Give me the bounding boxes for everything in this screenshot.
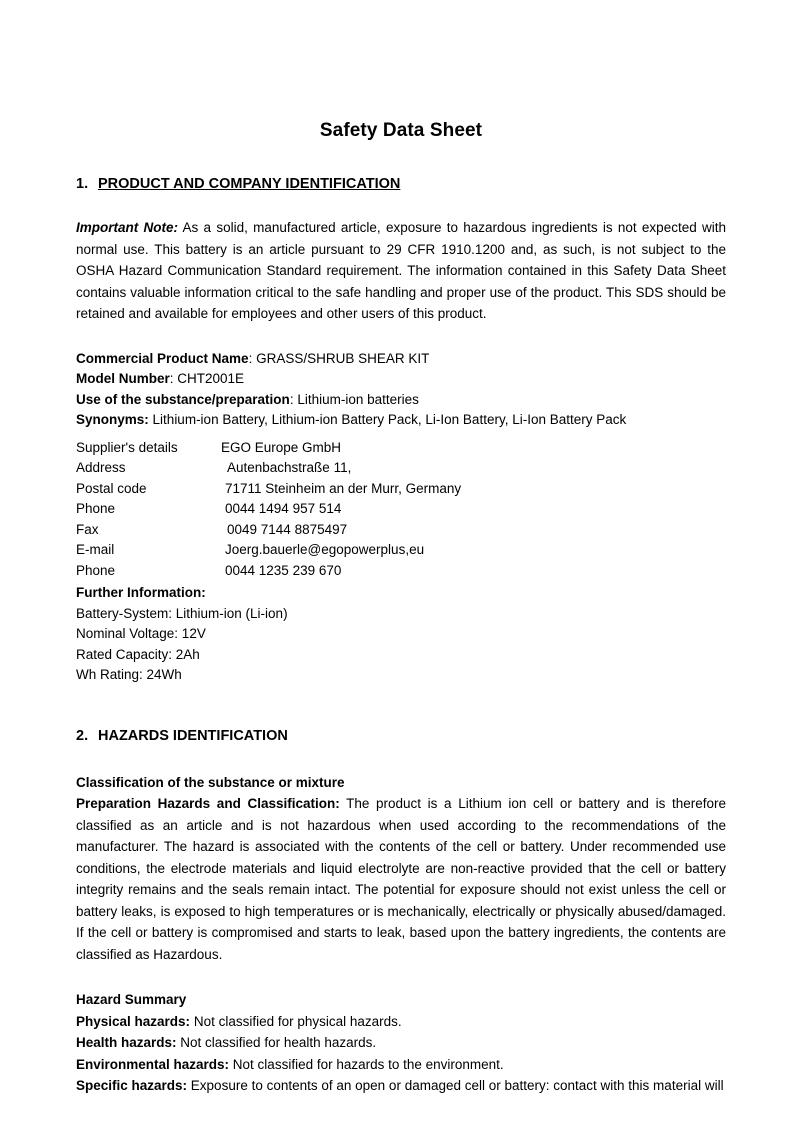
further-information-line: Nominal Voltage: 12V [76, 626, 206, 641]
supplier-label: E-mail [76, 542, 115, 557]
section-2-heading-text: HAZARDS IDENTIFICATION [98, 727, 288, 744]
hazard-item-label: Environmental hazards: [76, 1056, 230, 1072]
product-info-line [76, 369, 726, 390]
product-info-label: Synonyms: [76, 412, 149, 427]
hazard-summary-block [76, 989, 726, 1097]
section-2-heading [76, 726, 726, 746]
supplier-value: 0044 1235 239 670 [225, 562, 342, 578]
product-info-value: Lithium-ion batteries [297, 391, 419, 407]
product-info-label: Commercial Product Name [76, 350, 249, 366]
supplier-label: Postal code [76, 480, 147, 496]
table-row [76, 458, 726, 479]
page-title: Safety Data Sheet [319, 120, 483, 141]
supplier-label: Address [76, 460, 126, 475]
hazard-item-value: Exposure to contents of an open or damaged cell or battery: contact with this material will [187, 1078, 724, 1093]
preparation-hazards-label: Preparation Hazards and Classification: [76, 796, 340, 811]
supplier-label: Fax [76, 521, 99, 537]
product-info-value: CHT2001E [177, 371, 245, 386]
important-note-label: Important Note: [76, 220, 179, 235]
product-info-sep: : [248, 350, 257, 366]
supplier-value: 0044 1494 957 514 [225, 501, 342, 516]
table-row [76, 438, 726, 459]
classification-heading: Classification of the substance or mixture [76, 774, 345, 790]
hazard-item-label: Specific hazards: [76, 1078, 188, 1093]
product-info-line [76, 349, 726, 370]
further-information-line: Wh Rating: 24Wh [76, 667, 182, 682]
supplier-value: Joerg.bauerle@egopowerplus,eu [225, 542, 425, 557]
hazard-item-label: Health hazards: [76, 1035, 177, 1050]
further-information-heading: Further Information: [76, 585, 206, 600]
section-2 [76, 726, 726, 1097]
product-info-line [76, 390, 726, 411]
supplier-label: Phone [76, 501, 116, 516]
preparation-hazards-paragraph [76, 793, 726, 965]
product-info-value: GRASS/SHRUB SHEAR KIT [256, 350, 430, 366]
hazard-item-value: Not classified for hazards to the environment. [229, 1056, 504, 1072]
product-info-value: Lithium-ion Battery, Lithium-ion Battery Pack, Li-Ion Battery, Li-Ion Battery Pack [152, 412, 627, 427]
table-row [76, 499, 726, 520]
important-note-body: As a solid, manufactured article, exposure to hazardous ingredients is not expected with normal use. This battery is an article pursuant to 29 CFR 1910.1200 and, as such, is not subject to the OSHA Hazard Communication Standard requirement. The information contained in this Safety Data Sheet contains valuable information critical to the safe handling and proper use of the product. This SDS should be retained and available for employees and other users of this product. [76, 220, 726, 321]
product-info-block [76, 349, 726, 431]
product-info-label: Model Number [76, 371, 170, 386]
table-row [76, 561, 726, 582]
hazard-summary-item [76, 1011, 726, 1033]
table-row [76, 479, 726, 500]
section-1-heading [76, 174, 726, 194]
hazard-summary-item [76, 1032, 726, 1054]
supplier-value: EGO Europe GmbH [221, 439, 342, 455]
hazard-summary-item [76, 1075, 726, 1097]
product-info-line [76, 410, 726, 431]
supplier-label: Phone [76, 562, 116, 578]
product-info-sep: : [169, 371, 178, 386]
supplier-value: 0049 7144 8875497 [227, 521, 348, 537]
further-information-line: Rated Capacity: 2Ah [76, 646, 200, 662]
table-row [76, 540, 726, 561]
supplier-details-table [76, 438, 726, 582]
important-note-paragraph [76, 217, 726, 325]
hazard-summary-item [76, 1054, 726, 1076]
hazard-item-value: Not classified for physical hazards. [190, 1013, 402, 1029]
section-1 [76, 174, 726, 686]
section-2-number: 2. [76, 727, 89, 744]
supplier-label: Supplier's details [76, 439, 178, 455]
preparation-hazards-body: The product is a Lithium ion cell or battery and is therefore classified as an article and is not hazardous when used according to the recommendations of the manufacturer. The hazard is associated with the contents of the cell or battery. Under recommended use conditions, the electrode materials and liquid electrolyte are non-reactive provided that the cell or battery integrity remains and the seals remain intact. The potential for exposure should not exist unless the cell or battery leaks, is exposed to high temperatures or is mechanically, electrically or physically abused/damaged. If the cell or battery is compromised and starts to leak, based upon the battery ingredients, the contents are classified as Hazardous. [76, 796, 726, 962]
hazard-summary-title: Hazard Summary [76, 992, 187, 1007]
hazard-item-label: Physical hazards: [76, 1013, 191, 1029]
supplier-value: 71711 Steinheim an der Murr, Germany [225, 480, 462, 496]
product-info-label: Use of the substance/preparation [76, 391, 290, 407]
document-content [76, 0, 726, 1097]
further-information-line: Battery-System: Lithium-ion (Li-ion) [76, 605, 288, 621]
section-1-number: 1. [76, 176, 89, 192]
section-1-heading-text: PRODUCT AND COMPANY IDENTIFICATION [98, 176, 401, 192]
supplier-value: Autenbachstraße 11, [227, 460, 352, 475]
product-info-sep: : [289, 391, 298, 407]
table-row [76, 520, 726, 541]
further-information-block [76, 583, 726, 686]
hazard-item-value: Not classified for health hazards. [176, 1035, 377, 1050]
